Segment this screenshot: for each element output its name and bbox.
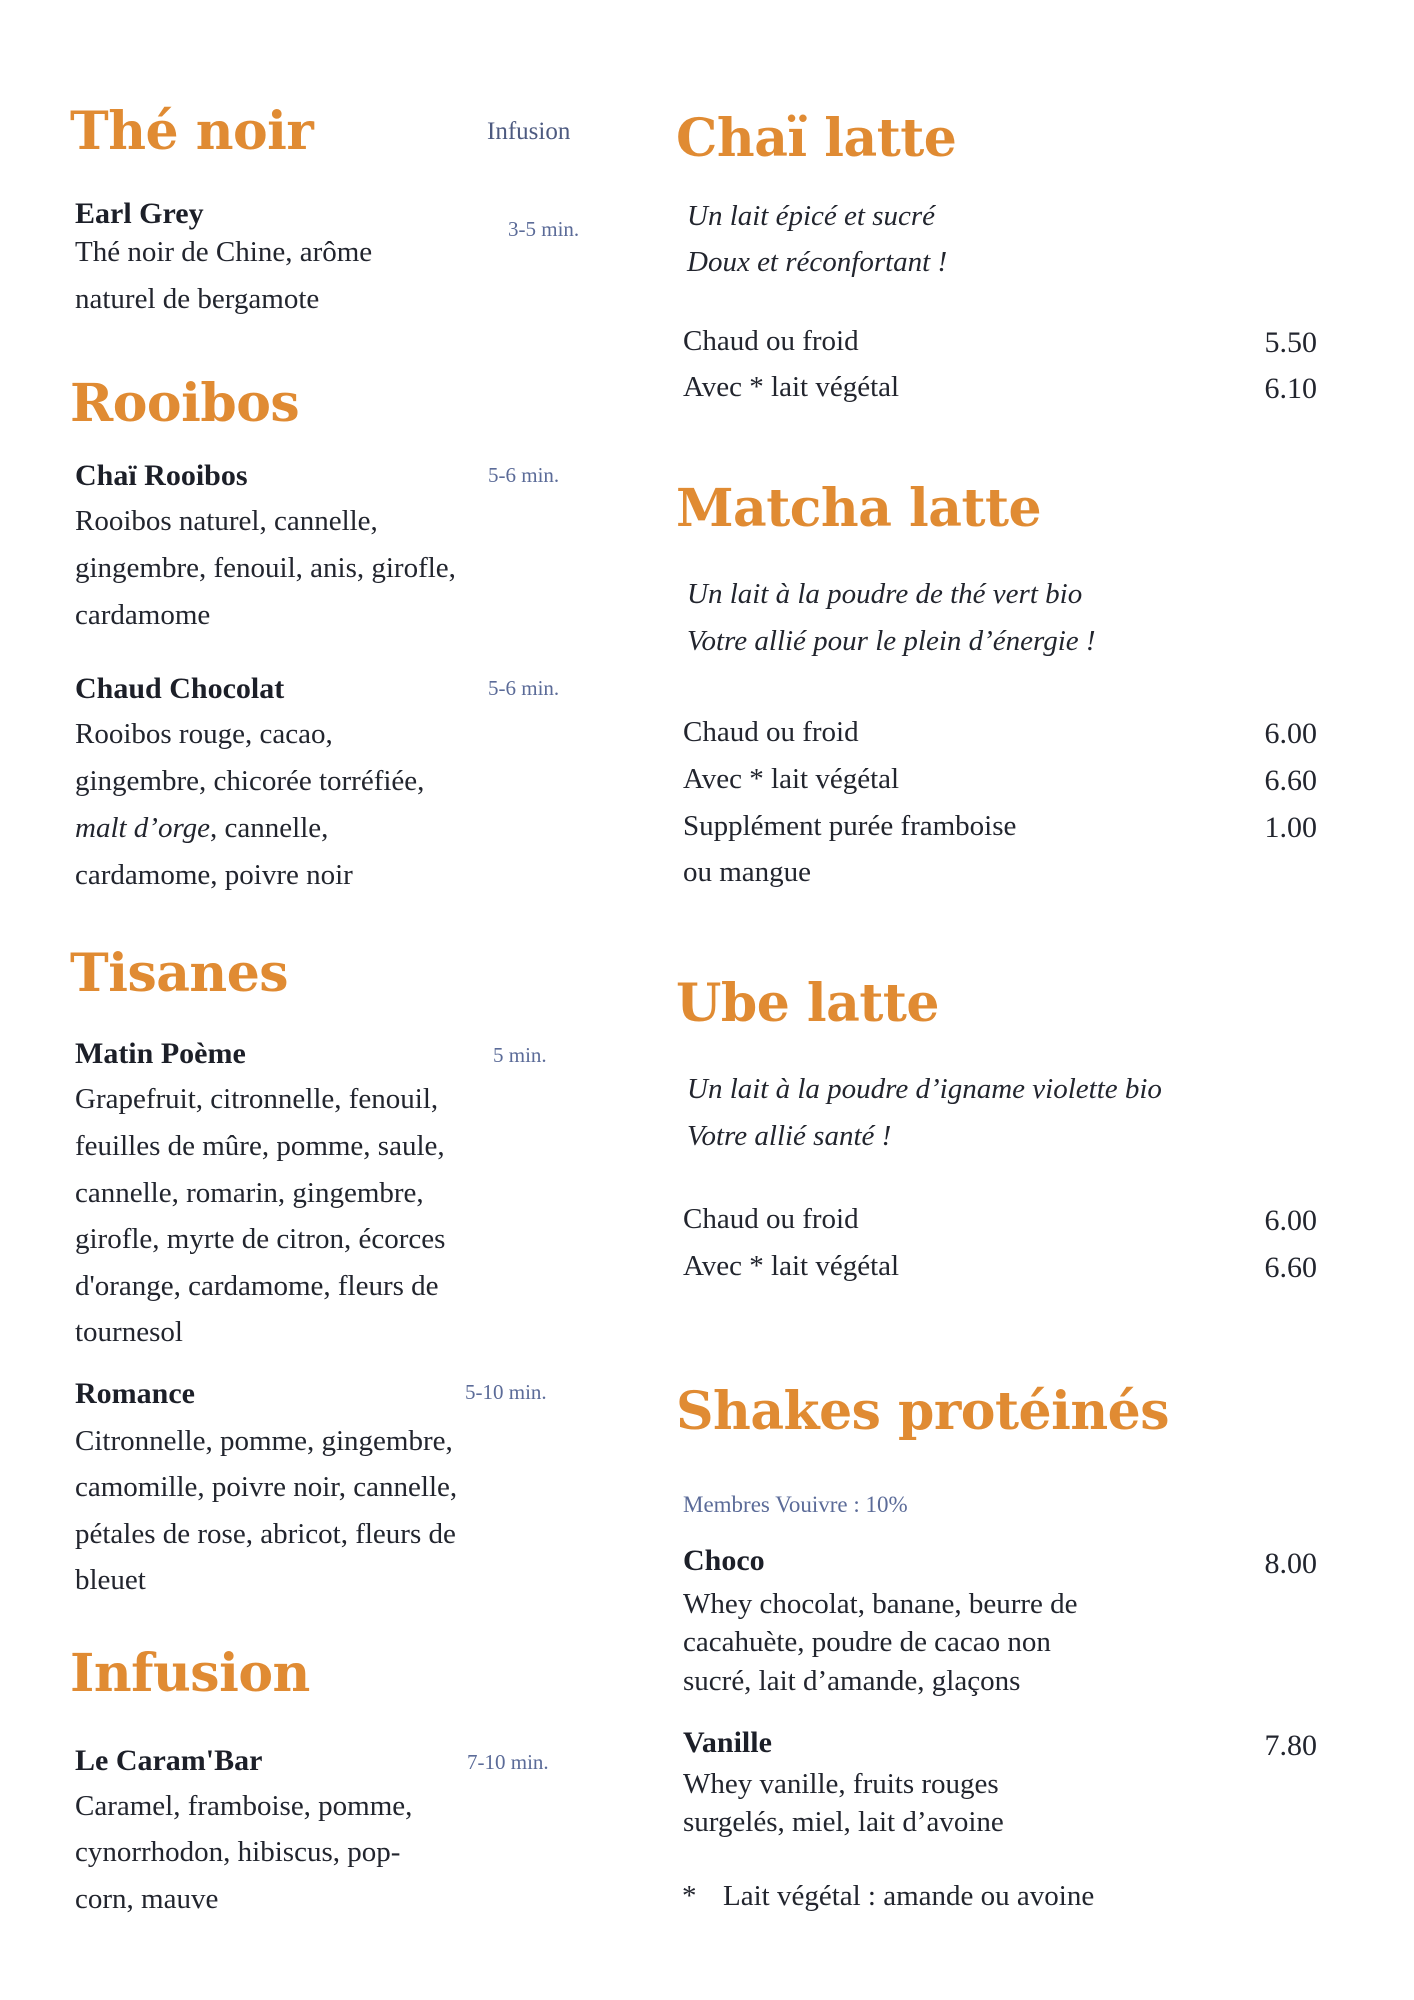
item-price-value: 8.00 [1264, 1547, 1317, 1580]
price-row-value: 6.60 [1264, 1251, 1317, 1284]
price-row-value: 5.50 [1264, 326, 1317, 359]
price-row-value: 1.00 [1264, 811, 1317, 844]
section-heading: Ube latte [676, 973, 939, 1034]
item-time-label: 5-6 min. [488, 463, 560, 487]
price-row-label: Avec * lait végétal [683, 1250, 900, 1282]
desc-segment: bleuet [75, 1564, 146, 1596]
note-line: Doux et réconfortant ! [687, 246, 948, 278]
item-desc-line [75, 1224, 445, 1256]
desc-segment: cacahuète, poudre de cacao non [683, 1626, 1051, 1658]
price-row-label: Chaud ou froid [683, 716, 859, 748]
item-time-label: 5 min. [493, 1043, 547, 1067]
price-row-value: 6.00 [1264, 1204, 1317, 1237]
menu-item-name: Romance [75, 1377, 195, 1410]
item-desc-line [683, 1627, 1051, 1659]
note-line: Un lait à la poudre d’igname violette bio [687, 1073, 1162, 1105]
item-desc-line [75, 1426, 453, 1458]
desc-segment: Whey chocolat, banane, beurre de [683, 1588, 1078, 1620]
item-desc-line [75, 860, 353, 892]
item-time-label: 5-10 min. [465, 1380, 547, 1404]
item-desc-line [75, 284, 319, 316]
item-desc-line [75, 1178, 424, 1210]
item-time-label: 3-5 min. [508, 217, 580, 241]
menu-item-name: Choco [683, 1544, 765, 1577]
desc-segment: Whey vanille, fruits rouges [683, 1768, 999, 1800]
price-row-value: 6.10 [1264, 372, 1317, 405]
section-heading: Matcha latte [676, 478, 1042, 539]
item-desc-line [75, 1837, 400, 1869]
desc-segment: Grapefruit, citronnelle, fenouil, [75, 1083, 439, 1115]
price-row-value: 6.60 [1264, 764, 1317, 797]
desc-segment: camomille, poivre noir, cannelle, [75, 1471, 458, 1503]
item-time-label: 7-10 min. [467, 1750, 549, 1774]
item-desc-line [683, 1769, 999, 1801]
desc-segment: cardamome, poivre noir [75, 859, 353, 891]
item-desc-line [75, 719, 333, 751]
section-heading: Thé noir [70, 101, 314, 162]
infusion-side-label: Infusion [487, 118, 571, 145]
item-desc-line [75, 1271, 439, 1303]
price-row-label: Supplément purée framboise [683, 810, 1017, 842]
menu-item-name: Chaud Chocolat [75, 672, 285, 705]
desc-segment: d'orange, cardamome, fleurs de [75, 1270, 439, 1302]
section-heading: Rooibos [70, 373, 300, 434]
desc-segment: surgelés, miel, lait d’avoine [683, 1806, 1004, 1838]
price-row-value: 6.00 [1264, 717, 1317, 750]
desc-segment: malt d’orge [75, 812, 211, 844]
item-desc-line [683, 1589, 1078, 1621]
desc-segment: cannelle, romarin, gingembre, [75, 1177, 424, 1209]
desc-segment: Caramel, framboise, pomme, [75, 1790, 413, 1822]
note-line: Un lait épicé et sucré [687, 200, 936, 232]
desc-segment: girofle, myrte de citron, écorces [75, 1223, 446, 1255]
item-desc-line [75, 1791, 412, 1823]
desc-segment: corn, mauve [75, 1883, 219, 1915]
price-row-label: Avec * lait végétal [683, 763, 900, 795]
item-desc-line [75, 506, 378, 538]
menu-item-name: Le Caram'Bar [75, 1744, 263, 1777]
price-row-label: ou mangue [683, 856, 812, 888]
desc-segment: tournesol [75, 1316, 183, 1348]
section-heading: Shakes protéinés [676, 1381, 1170, 1442]
section-heading: Chaï latte [676, 108, 957, 169]
desc-segment: cardamome [75, 599, 211, 631]
item-desc-line [75, 1884, 218, 1916]
item-desc-line [75, 1565, 146, 1597]
note-line: Votre allié pour le plein d’énergie ! [687, 625, 1096, 657]
desc-segment: sucré, lait d’amande, glaçons [683, 1665, 1021, 1697]
item-desc-line [683, 1666, 1020, 1698]
item-desc-line [75, 766, 424, 798]
desc-segment: gingembre, fenouil, anis, girofle, [75, 552, 456, 584]
item-desc-line [75, 1472, 457, 1504]
desc-segment: , cannelle, [210, 812, 329, 844]
desc-segment: Citronnelle, pomme, gingembre, [75, 1425, 453, 1457]
item-desc-line [75, 237, 372, 269]
footnote-asterisk: * [682, 1880, 697, 1912]
item-desc-line [75, 553, 456, 585]
item-desc-line [75, 813, 328, 845]
desc-segment: naturel de bergamote [75, 283, 320, 315]
price-row-label: Chaud ou froid [683, 1203, 859, 1235]
promo-label: Membres Vouivre : 10% [683, 1492, 908, 1517]
desc-segment: Rooibos naturel, cannelle, [75, 505, 378, 537]
item-price-value: 7.80 [1264, 1729, 1317, 1762]
price-row-label: Avec * lait végétal [683, 371, 900, 403]
desc-segment: Rooibos rouge, cacao, [75, 718, 333, 750]
item-desc-line [683, 1807, 1004, 1839]
item-desc-line [75, 600, 210, 632]
item-desc-line [75, 1317, 183, 1349]
desc-segment: feuilles de mûre, pomme, saule, [75, 1130, 445, 1162]
menu-item-name: Chaï Rooibos [75, 459, 248, 492]
item-time-label: 5-6 min. [488, 676, 560, 700]
menu-item-name: Earl Grey [75, 197, 204, 230]
menu-item-name: Vanille [683, 1726, 772, 1759]
item-desc-line [75, 1084, 438, 1116]
section-heading: Tisanes [70, 943, 289, 1004]
note-line: Votre allié santé ! [687, 1120, 892, 1152]
desc-segment: pétales de rose, abricot, fleurs de [75, 1518, 456, 1550]
desc-segment: gingembre, chicorée torréfiée, [75, 765, 425, 797]
desc-segment: Thé noir de Chine, arôme [75, 236, 373, 268]
section-heading: Infusion [70, 1643, 310, 1704]
menu-item-name: Matin Poème [75, 1037, 246, 1070]
price-row-label: Chaud ou froid [683, 325, 859, 357]
desc-segment: cynorrhodon, hibiscus, pop- [75, 1836, 401, 1868]
footnote-text: Lait végétal : amande ou avoine [723, 1880, 1095, 1912]
item-desc-line [75, 1131, 445, 1163]
note-line: Un lait à la poudre de thé vert bio [687, 578, 1083, 610]
item-desc-line [75, 1519, 456, 1551]
